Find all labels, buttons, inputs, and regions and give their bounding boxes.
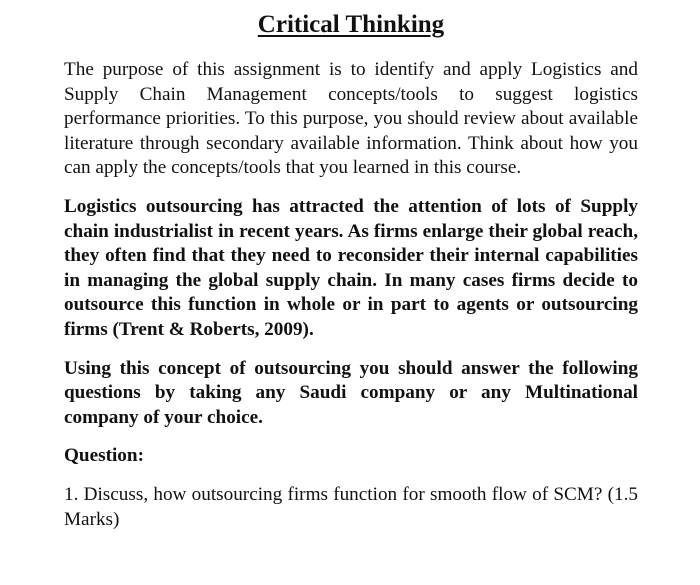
instruction-paragraph: Using this concept of outsourcing you should answer the following questions by taking any Saudi company or any Multinational company of your choice.: [64, 357, 638, 428]
context-paragraph: Logistics outsourcing has attracted the attention of lots of Supply chain industrialist in recent years. As firms enlarge their global reach, they often find that they need to reconsider their internal capabilities in managing the global supply chain. In many cases firms decide to outsource this function in whole or in part to agents or outsourcing firms (Trent & Roberts, 2009).: [64, 195, 638, 340]
page-title: Critical Thinking: [257, 11, 445, 38]
question-heading: Question:: [64, 445, 144, 467]
document-page: [64, 10, 638, 532]
question-item-1: 1. Discuss, how outsourcing firms function for smooth flow of SCM? (1.5 Marks): [64, 483, 638, 530]
purpose-paragraph: The purpose of this assignment is to identify and apply Logistics and Supply Chain Management concepts/tools to suggest logistics performance priorities. To this purpose, you should review about available literature through secondary available information. Think about how you can apply the concepts/tools that you learned in this course.: [64, 59, 638, 179]
